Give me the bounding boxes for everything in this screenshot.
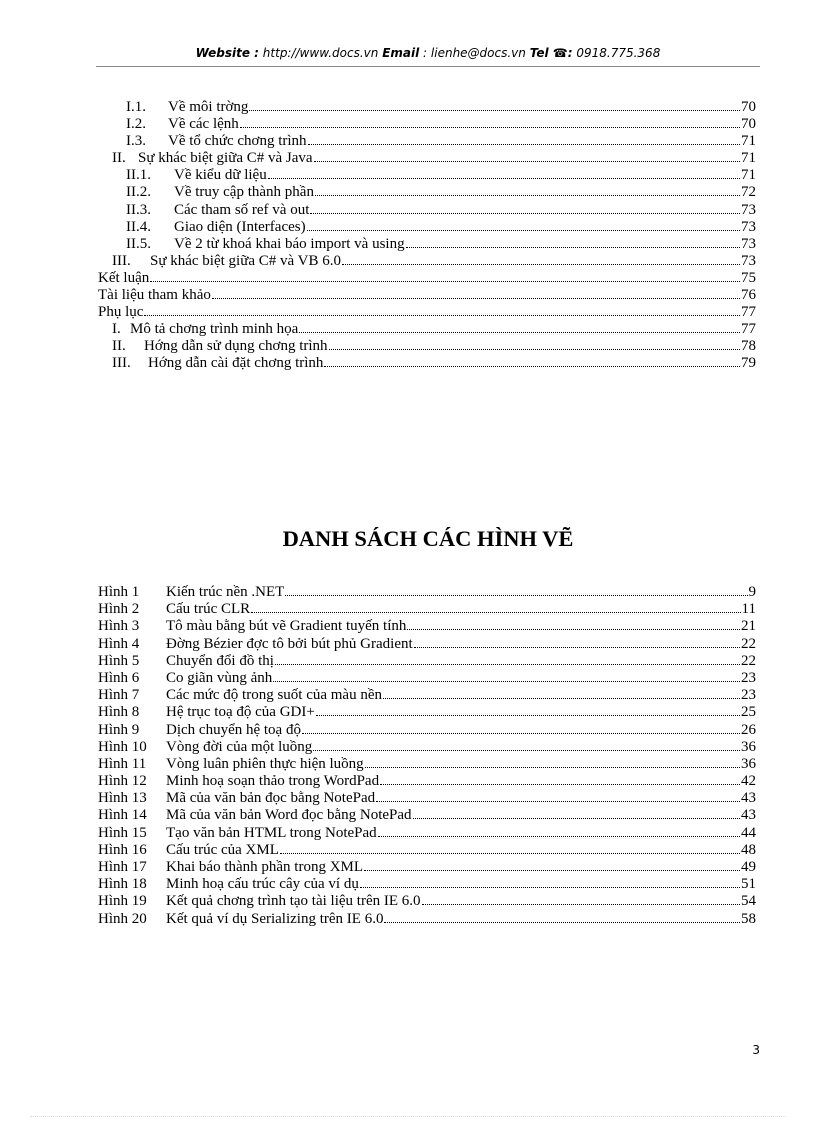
entry-number: Hình 18 (98, 876, 147, 893)
toc-entry[interactable] (98, 252, 756, 269)
entry-page-number: 22 (741, 652, 756, 669)
entry-number: Hình 8 (98, 704, 140, 721)
dot-leader (313, 738, 740, 751)
entry-title: Minh hoạ soạn thảo trong WordPad (166, 773, 380, 790)
dot-leader (376, 789, 740, 802)
page-number: 3 (752, 1043, 760, 1057)
dot-leader (308, 132, 740, 145)
entry-page-number: 23 (741, 669, 756, 686)
entry-label (98, 790, 375, 807)
entry-label (98, 773, 379, 790)
dot-leader (329, 337, 740, 350)
entry-page-number: 23 (741, 687, 756, 704)
entry-label (98, 842, 279, 859)
toc-entry[interactable] (98, 303, 756, 320)
entry-number: Hình 11 (98, 755, 147, 772)
dot-leader (275, 652, 740, 665)
entry-label (98, 116, 239, 133)
figure-entry[interactable] (98, 600, 756, 617)
entry-title: Sự khác biệt giữa C# và Java (138, 150, 313, 167)
entry-number: Hình 16 (98, 841, 147, 858)
dot-leader (144, 303, 740, 316)
dot-leader (251, 600, 740, 613)
entry-title: Mã của văn bản đọc bằng NotePad (166, 790, 376, 807)
dot-leader (249, 98, 740, 111)
entry-label (98, 236, 405, 253)
dot-leader (364, 858, 740, 871)
entry-number: Hình 15 (98, 824, 147, 841)
dot-leader (302, 721, 740, 734)
entry-title: Tài liệu tham khảo (98, 287, 211, 304)
dot-leader (314, 149, 740, 162)
email-value[interactable]: : lienhe@docs.vn (419, 46, 530, 60)
entry-page-number: 54 (741, 893, 756, 910)
entry-page-number: 49 (741, 859, 756, 875)
entry-page-number: 71 (741, 133, 756, 150)
entry-number: II.3. (126, 201, 151, 218)
entry-number: Hình 14 (98, 807, 147, 824)
entry-label (98, 739, 312, 756)
toc-entry[interactable] (98, 235, 756, 252)
figure-entry[interactable] (98, 772, 756, 789)
entry-page-number: 25 (741, 704, 756, 721)
entry-title: Vòng đời của một luồng (166, 738, 313, 755)
entry-page-number: 43 (741, 807, 756, 824)
entry-number: III. (112, 252, 131, 269)
dot-leader (406, 235, 740, 248)
entry-page-number: 22 (741, 635, 756, 652)
figure-entry[interactable] (98, 583, 756, 600)
toc-entry[interactable] (98, 337, 756, 354)
entry-page-number: 77 (741, 304, 756, 321)
entry-title: Về môi trờng (168, 99, 249, 115)
entry-number: Hình 19 (98, 893, 147, 910)
page-header (96, 46, 760, 60)
entry-label (98, 304, 143, 321)
entry-number: II. (112, 150, 126, 167)
toc-entry[interactable] (98, 183, 756, 200)
entry-number: Hình 20 (98, 910, 147, 927)
dot-leader (273, 669, 740, 682)
entry-page-number: 73 (741, 252, 756, 269)
dot-leader (365, 755, 740, 768)
entry-number: II.2. (126, 184, 151, 201)
entry-number: I.3. (126, 133, 146, 150)
entry-label (98, 756, 364, 773)
entry-title: Minh hoạ cấu trúc cây của ví dụ (166, 876, 359, 893)
figures-title: DANH SÁCH CÁC HÌNH VẼ (282, 526, 574, 551)
entry-label (98, 270, 149, 287)
entry-label (98, 704, 315, 721)
entry-title: Cấu trúc của XML (166, 841, 279, 858)
entry-page-number: 21 (741, 618, 756, 635)
entry-number: Hình 3 (98, 618, 140, 635)
entry-number: Hình 10 (98, 738, 147, 755)
tel-value: 0918.775.368 (572, 46, 661, 60)
entry-label (98, 355, 323, 372)
dot-leader (285, 583, 747, 596)
entry-label (98, 636, 413, 653)
entry-title: Hớng dẫn sử dụng chơng trình (144, 338, 328, 355)
entry-page-number: 71 (741, 167, 756, 184)
entry-page-number: 42 (741, 773, 756, 790)
entry-page-number: 79 (741, 355, 756, 372)
toc-entry[interactable] (98, 98, 756, 115)
toc-entry[interactable] (98, 201, 756, 218)
figure-entry[interactable] (98, 721, 756, 738)
entry-label (98, 184, 314, 201)
entry-title: Kiến trúc nền .NET (166, 584, 285, 600)
dot-leader (316, 703, 740, 716)
website-url[interactable]: http://www.docs.vn (258, 46, 383, 60)
entry-label (98, 99, 248, 116)
entry-title: Các tham số ref và out (174, 201, 310, 218)
entry-number: I. (112, 321, 121, 338)
toc-entry[interactable] (98, 269, 756, 286)
entry-label (98, 584, 284, 601)
dot-leader (380, 772, 740, 785)
entry-label (98, 618, 406, 635)
dot-leader (414, 635, 740, 648)
toc-entry[interactable] (98, 149, 756, 166)
entry-page-number: 75 (741, 269, 756, 286)
figure-entry[interactable] (98, 738, 756, 755)
entry-page-number: 73 (741, 235, 756, 252)
entry-title: Về tổ chức chơng trình (168, 133, 307, 150)
dot-leader (150, 269, 740, 282)
entry-page-number: 48 (741, 841, 756, 858)
toc-entry[interactable] (98, 320, 756, 337)
table-of-contents (98, 98, 756, 372)
figure-entry[interactable] (98, 669, 756, 686)
entry-label (98, 167, 267, 184)
entry-title: Về kiểu dữ liệu (174, 167, 267, 184)
dot-leader (268, 166, 740, 179)
toc-entry[interactable] (98, 286, 756, 303)
entry-number: Hình 5 (98, 652, 140, 669)
toc-entry[interactable] (98, 354, 756, 371)
entry-title: Mã của văn bản Word đọc bằng NotePad (166, 807, 412, 824)
list-of-figures (98, 583, 756, 927)
entry-title: Kết luận (98, 269, 150, 286)
entry-label (98, 253, 341, 270)
entry-label (98, 338, 328, 355)
figure-entry[interactable] (98, 789, 756, 806)
entry-title: Về 2 từ khoá khai báo import và using (174, 235, 405, 252)
dot-leader (315, 183, 740, 196)
dot-leader (280, 841, 740, 854)
entry-number: Hình 7 (98, 687, 140, 704)
figure-entry[interactable] (98, 875, 756, 892)
entry-title: Phụ lục (98, 304, 144, 321)
entry-page-number: 76 (741, 287, 756, 304)
entry-title: Đờng Bézier đợc tô bởi bút phủ Gradient (166, 635, 413, 652)
entry-number: Hình 1 (98, 584, 140, 600)
entry-number: II. (112, 338, 126, 355)
entry-number: I.2. (126, 116, 146, 133)
entry-page-number: 58 (741, 910, 756, 927)
entry-page-number: 26 (741, 721, 756, 738)
entry-number: Hình 6 (98, 669, 140, 686)
figure-entry[interactable] (98, 892, 756, 909)
figure-entry[interactable] (98, 686, 756, 703)
entry-page-number: 78 (741, 338, 756, 355)
entry-title: Cấu trúc CLR (166, 601, 251, 618)
dot-leader (422, 892, 740, 905)
entry-label (98, 911, 383, 928)
entry-label (98, 807, 412, 824)
entry-page-number: 11 (741, 601, 756, 618)
entry-label (98, 859, 363, 876)
entry-number: Hình 9 (98, 721, 140, 738)
figure-entry[interactable] (98, 703, 756, 720)
entry-title: Tạo văn bản HTML trong NotePad (166, 824, 377, 841)
footer-divider (30, 1116, 786, 1117)
toc-entry[interactable] (98, 218, 756, 235)
entry-label (98, 601, 250, 618)
entry-title: Co giãn vùng ảnh (166, 669, 273, 686)
entry-title: Hệ trục toạ độ của GDI+ (166, 704, 315, 721)
entry-title: Tô màu bằng bút vẽ Gradient tuyến tính (166, 618, 407, 635)
entry-page-number: 73 (741, 201, 756, 218)
figure-entry[interactable] (98, 824, 756, 841)
toc-entry[interactable] (98, 115, 756, 132)
tel-label: Tel ☎: (529, 46, 573, 60)
dot-leader (407, 617, 740, 630)
website-label: Website : (195, 46, 259, 60)
dot-leader (299, 320, 740, 333)
entry-page-number: 44 (741, 824, 756, 841)
entry-label (98, 219, 306, 236)
entry-title: Kết quả ví dụ Serializing trên IE 6.0 (166, 910, 384, 927)
dot-leader (324, 354, 740, 367)
entry-page-number: 72 (741, 184, 756, 201)
entry-page-number: 71 (741, 150, 756, 167)
entry-title: Vòng luân phiên thực hiện luồng (166, 755, 364, 772)
entry-number: Hình 4 (98, 635, 140, 652)
entry-page-number: 77 (741, 321, 756, 338)
entry-title: Mô tả chơng trình minh họa (130, 321, 299, 338)
entry-page-number: 9 (748, 584, 756, 600)
entry-number: Hình 12 (98, 773, 147, 790)
entry-page-number: 36 (741, 755, 756, 772)
entry-label (98, 687, 382, 704)
entry-title: Kết quả chơng trình tạo tài liệu trên IE 6.0 (166, 893, 421, 910)
entry-label (98, 133, 307, 150)
entry-label (98, 321, 298, 338)
figure-entry[interactable] (98, 841, 756, 858)
entry-title: Dịch chuyển hệ toạ độ (166, 721, 301, 738)
entry-label (98, 653, 274, 670)
figure-entry[interactable] (98, 755, 756, 772)
header-divider (96, 66, 760, 67)
email-label: Email (382, 46, 420, 60)
dot-leader (360, 875, 740, 888)
entry-number: Hình 2 (98, 601, 140, 618)
entry-page-number: 70 (741, 99, 756, 115)
figure-entry[interactable] (98, 635, 756, 652)
entry-number: II.4. (126, 218, 151, 235)
entry-title: Sự khác biệt giữa C# và VB 6.0 (150, 252, 341, 269)
dot-leader (413, 806, 740, 819)
entry-title: Về các lệnh (168, 116, 239, 133)
entry-number: II.1. (126, 167, 151, 184)
entry-title: Các mức độ trong suốt của màu nền (166, 687, 382, 704)
dot-leader (378, 824, 740, 837)
entry-title: Giao diện (Interfaces) (174, 218, 306, 235)
figure-entry[interactable] (98, 858, 756, 875)
entry-title: Về truy cập thành phần (174, 184, 314, 201)
toc-entry[interactable] (98, 166, 756, 183)
figure-entry[interactable] (98, 617, 756, 634)
entry-page-number: 36 (741, 738, 756, 755)
entry-label (98, 876, 359, 893)
dot-leader (383, 686, 740, 699)
dot-leader (307, 218, 740, 231)
entry-number: II.5. (126, 235, 151, 252)
entry-label (98, 825, 377, 842)
entry-page-number: 73 (741, 218, 756, 235)
figure-entry[interactable] (98, 652, 756, 669)
entry-title: Khai báo thành phần trong XML (166, 859, 364, 875)
dot-leader (342, 252, 740, 265)
entry-page-number: 70 (741, 116, 756, 133)
dot-leader (310, 201, 740, 214)
entry-page-number: 43 (741, 790, 756, 807)
dot-leader (240, 115, 740, 128)
entry-label (98, 893, 421, 910)
entry-label (98, 287, 211, 304)
entry-label (98, 670, 272, 687)
entry-page-number: 51 (741, 876, 756, 893)
entry-label (98, 202, 309, 219)
entry-number: I.1. (126, 99, 146, 115)
toc-entry[interactable] (98, 132, 756, 149)
dot-leader (212, 286, 740, 299)
entry-title: Chuyển đổi đồ thị (166, 652, 274, 669)
entry-number: Hình 13 (98, 790, 147, 807)
entry-label (98, 150, 313, 167)
entry-label (98, 722, 301, 739)
figure-entry[interactable] (98, 806, 756, 823)
figure-entry[interactable] (98, 910, 756, 927)
entry-number: III. (112, 355, 131, 372)
dot-leader (384, 910, 740, 923)
entry-title: Hớng dẫn cài đặt chơng trình (148, 355, 324, 372)
entry-number: Hình 17 (98, 859, 147, 875)
